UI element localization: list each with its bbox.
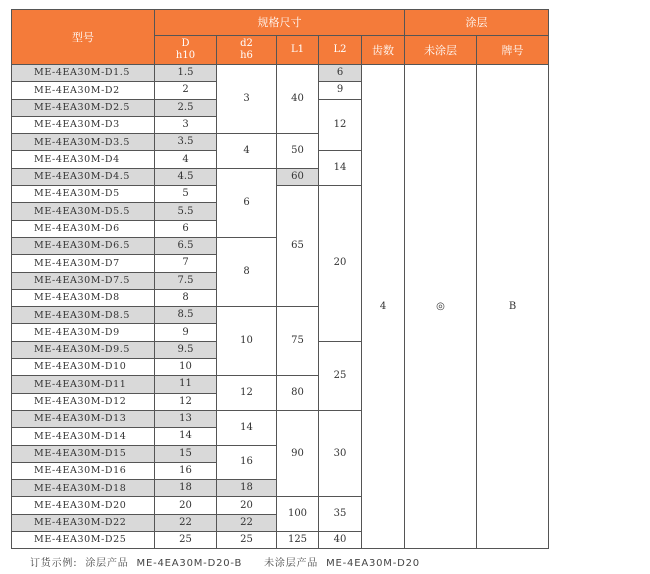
- header-model: 型号: [12, 10, 155, 65]
- d-cell: 5: [155, 186, 217, 203]
- d-cell: 8: [155, 289, 217, 306]
- d-cell: 13: [155, 410, 217, 427]
- d-cell: 9: [155, 324, 217, 341]
- d2-cell: 6: [217, 168, 277, 237]
- l1-cell: 90: [277, 410, 319, 496]
- order-example-label: 订货示例:: [30, 558, 78, 569]
- model-cell: ME-4EA30M-D12: [12, 393, 155, 410]
- model-cell: ME-4EA30M-D5: [12, 186, 155, 203]
- d-cell: 18: [155, 480, 217, 497]
- model-cell: ME-4EA30M-D14: [12, 428, 155, 445]
- l2-cell: 20: [319, 186, 362, 342]
- model-cell: ME-4EA30M-D11: [12, 376, 155, 393]
- l2-cell: 12: [319, 99, 362, 151]
- l2-cell: 35: [319, 497, 362, 532]
- d2-cell: 3: [217, 65, 277, 134]
- spec-table: [11, 9, 549, 549]
- d2-cell: 18: [217, 480, 277, 497]
- d-cell: 6: [155, 220, 217, 237]
- model-cell: ME-4EA30M-D25: [12, 532, 155, 549]
- d2-cell: 8: [217, 237, 277, 306]
- header-l1: L1: [277, 36, 319, 65]
- d-cell: 16: [155, 462, 217, 479]
- d-cell: 14: [155, 428, 217, 445]
- coated-label: 涂层产品: [85, 558, 129, 569]
- header-brand: 牌号: [477, 36, 549, 65]
- model-cell: ME-4EA30M-D7.5: [12, 272, 155, 289]
- model-cell: ME-4EA30M-D2: [12, 82, 155, 99]
- d-cell: 12: [155, 393, 217, 410]
- d-cell: 3: [155, 116, 217, 133]
- model-cell: ME-4EA30M-D13: [12, 410, 155, 427]
- d-cell: 5.5: [155, 203, 217, 220]
- model-cell: ME-4EA30M-D9.5: [12, 341, 155, 358]
- d2-cell: 12: [217, 376, 277, 411]
- header-d: D h10: [155, 36, 217, 65]
- d2-cell: 20: [217, 497, 277, 514]
- l1-cell: 125: [277, 532, 319, 549]
- brand-cell: B: [477, 65, 549, 549]
- model-cell: ME-4EA30M-D8: [12, 289, 155, 306]
- d2-cell: 16: [217, 445, 277, 480]
- model-cell: ME-4EA30M-D5.5: [12, 203, 155, 220]
- teeth-cell: 4: [362, 65, 405, 549]
- header-teeth: 齿数: [362, 36, 405, 65]
- model-cell: ME-4EA30M-D4.5: [12, 168, 155, 185]
- model-cell: ME-4EA30M-D9: [12, 324, 155, 341]
- l1-cell: 100: [277, 497, 319, 532]
- header-d2: d2 h6: [217, 36, 277, 65]
- l2-cell: 30: [319, 410, 362, 496]
- model-cell: ME-4EA30M-D2.5: [12, 99, 155, 116]
- model-cell: ME-4EA30M-D20: [12, 497, 155, 514]
- model-cell: ME-4EA30M-D15: [12, 445, 155, 462]
- model-cell: ME-4EA30M-D6.5: [12, 237, 155, 254]
- d-cell: 7: [155, 255, 217, 272]
- model-cell: ME-4EA30M-D8.5: [12, 307, 155, 324]
- d-cell: 2: [155, 82, 217, 99]
- model-cell: ME-4EA30M-D1.5: [12, 65, 155, 82]
- d2-cell: 25: [217, 532, 277, 549]
- header-spec: 规格尺寸: [155, 10, 405, 36]
- l2-cell: 25: [319, 341, 362, 410]
- l1-cell: 65: [277, 186, 319, 307]
- d-cell: 1.5: [155, 65, 217, 82]
- model-cell: ME-4EA30M-D6: [12, 220, 155, 237]
- d-cell: 7.5: [155, 272, 217, 289]
- model-cell: ME-4EA30M-D3: [12, 116, 155, 133]
- model-cell: ME-4EA30M-D4: [12, 151, 155, 168]
- model-cell: ME-4EA30M-D10: [12, 359, 155, 376]
- d2-cell: 4: [217, 134, 277, 169]
- uncoated-code: ME-4EA30M-D20: [326, 558, 420, 569]
- model-cell: ME-4EA30M-D18: [12, 480, 155, 497]
- l2-cell: 14: [319, 151, 362, 186]
- l1-cell: 75: [277, 307, 319, 376]
- uncoated-label: 未涂层产品: [264, 558, 319, 569]
- uncoated-cell: ◎: [405, 65, 477, 549]
- d-cell: 9.5: [155, 341, 217, 358]
- l2-cell: 6: [319, 65, 362, 82]
- d2-cell: 14: [217, 410, 277, 445]
- d-cell: 3.5: [155, 134, 217, 151]
- d-cell: 4: [155, 151, 217, 168]
- l1-cell: 60: [277, 168, 319, 185]
- order-example: [30, 554, 424, 569]
- model-cell: ME-4EA30M-D16: [12, 462, 155, 479]
- d2-cell: 22: [217, 514, 277, 531]
- d-cell: 11: [155, 376, 217, 393]
- coated-code: ME-4EA30M-D20-B: [136, 558, 243, 569]
- header-l2: L2: [319, 36, 362, 65]
- l1-cell: 40: [277, 65, 319, 134]
- l1-cell: 50: [277, 134, 319, 169]
- model-cell: ME-4EA30M-D3.5: [12, 134, 155, 151]
- model-cell: ME-4EA30M-D7: [12, 255, 155, 272]
- d-cell: 4.5: [155, 168, 217, 185]
- l2-cell: 9: [319, 82, 362, 99]
- d-cell: 15: [155, 445, 217, 462]
- d2-cell: 10: [217, 307, 277, 376]
- d-cell: 10: [155, 359, 217, 376]
- model-cell: ME-4EA30M-D22: [12, 514, 155, 531]
- d-cell: 20: [155, 497, 217, 514]
- header-coating: 涂层: [405, 10, 549, 36]
- d-cell: 6.5: [155, 237, 217, 254]
- l2-cell: 40: [319, 532, 362, 549]
- table-row: [12, 65, 549, 82]
- l1-cell: 80: [277, 376, 319, 411]
- d-cell: 8.5: [155, 307, 217, 324]
- d-cell: 25: [155, 532, 217, 549]
- d-cell: 2.5: [155, 99, 217, 116]
- d-cell: 22: [155, 514, 217, 531]
- header-uncoated: 未涂层: [405, 36, 477, 65]
